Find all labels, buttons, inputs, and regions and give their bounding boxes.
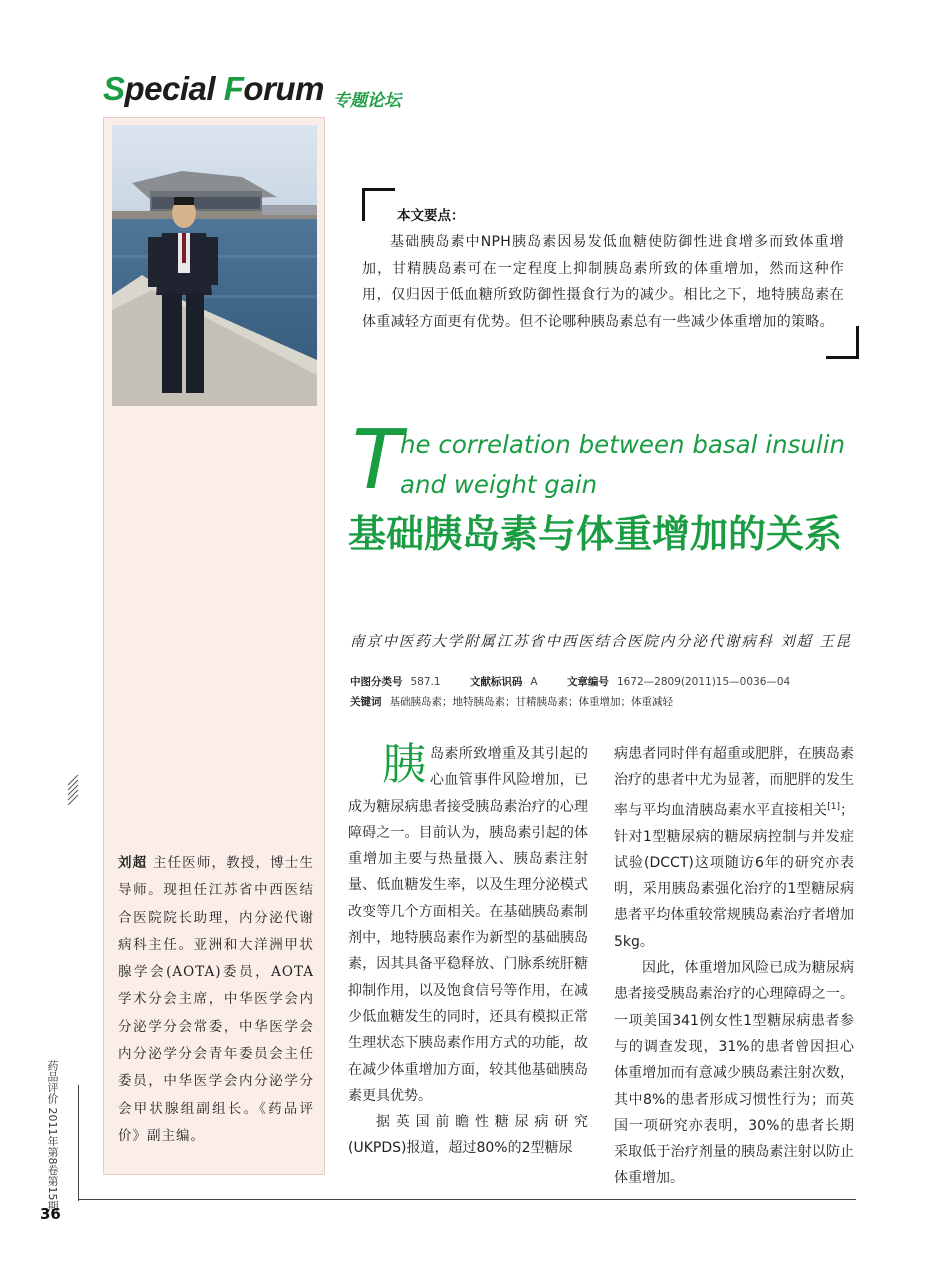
doc-code-label: 文献标识码	[469, 676, 523, 688]
keywords-value: 基础胰岛素；地特胰岛素；甘精胰岛素；体重增加；体重减轻	[389, 696, 673, 708]
section-title-english: Special Forum	[103, 70, 324, 107]
drop-cap: 胰	[382, 739, 426, 790]
body-column-2	[614, 741, 854, 1192]
title-english-line2: and weight gain	[400, 470, 598, 499]
keywords-line	[350, 694, 673, 709]
key-points-heading: 本文要点：	[397, 208, 465, 224]
classification-line	[350, 674, 816, 689]
reference-marker: [1]	[827, 801, 840, 812]
journal-issue-vertical: 药品评价 2011年第8卷第15期	[46, 1060, 59, 1212]
author-photo	[112, 125, 317, 406]
author-affiliation: 南京中医药大学附属江苏省中西医结合医院内分泌代谢病科 刘超 王昆	[350, 634, 852, 650]
article-no-label: 文章编号	[566, 676, 609, 688]
margin-hatch-mark	[66, 775, 80, 805]
article-no-value: 1672—2809(2011)15—0036—04	[616, 676, 791, 688]
body-paragraph: 因此，体重增加风险已成为糖尿病患者接受胰岛素治疗的心理障碍之一。一项美国341例女性1型糖尿病患者参与的调查发现，31%的患者曾因担心体重增加而有意减少胰岛素注射次数，其中8%的患者形成习惯性行为；而英国一项研究亦表明，30%的患者长期采取低于治疗剂量的胰岛素注射以防止体重增加。	[614, 960, 854, 1187]
key-points-bracket-top-left	[362, 188, 395, 221]
doc-code-value: A	[530, 676, 538, 688]
keywords-label: 关键词	[350, 696, 382, 708]
author-bio-text: 主任医师，教授，博士生导师。现担任江苏省中西医结合医院院长助理，内分泌代谢病科主任。亚洲和大洋洲甲状腺学会(AOTA)委员，AOTA学术分会主席，中华医学会内分泌学分会常委，中华医学会内分泌学分会青年委员会主任委员，中华医学会内分泌学分会甲状腺组副组长。《药品评价》副主编。	[118, 855, 315, 1144]
title-english-initial: T	[352, 413, 403, 508]
body-paragraph: 病患者同时伴有超重或肥胖，在胰岛素治疗的患者中尤为显著，而肥胖的发生率与平均血清胰岛素水平直接相关[1]；针对1型糖尿病的糖尿病控制与并发症试验(DCCT)这项随访6年的研究亦表明，采用胰岛素强化治疗的1型糖尿病患者平均体重较常规胰岛素治疗者增加5kg。	[614, 746, 854, 950]
author-name: 刘超	[118, 855, 148, 871]
body-column-1	[348, 741, 588, 1162]
footer-horizontal-rule	[78, 1199, 856, 1200]
title-chinese: 基础胰岛素与体重增加的关系	[348, 512, 843, 556]
body-paragraph: 据英国前瞻性糖尿病研究(UKPDS)报道，超过80%的2型糖尿	[348, 1114, 588, 1157]
body-paragraph: 胰岛素所致增重及其引起的心血管事件风险增加，已成为糖尿病患者接受胰岛素治疗的心理障碍之一。目前认为，胰岛素引起的体重增加主要与热量摄入、胰岛素注射量、低血糖发生率，以及生理分泌模式改变等几个方面相关。在基础胰岛素制剂中，地特胰岛素作为新型的基础胰岛素，因其具备平稳释放、门脉系统肝糖抑制作用，以及饱食信号等作用，在减少低血糖发生的同时，还具有模拟正常生理状态下胰岛素作用方式的功能，故在减少体重增加方面，较其他基础胰岛素更具优势。	[348, 739, 588, 1104]
clc-value: 587.1	[410, 676, 441, 688]
clc-label: 中图分类号	[350, 676, 403, 688]
footer-vertical-rule	[78, 1085, 79, 1201]
title-english-line1: he correlation between basal insulin	[400, 430, 846, 459]
key-points-body: 基础胰岛素中NPH胰岛素因易发低血糖使防御性进食增多而致体重增加，甘精胰岛素可在一定程度上抑制胰岛素所致的体重增加，然而这种作用，仅归因于低血糖所致防御性摄食行为的减少。相比之下，地特胰岛素在体重减轻方面更有优势。但不论哪种胰岛素总有一些减少体重增加的策略。	[362, 234, 844, 330]
section-title-chinese: 专题论坛	[333, 91, 401, 111]
page-number: 36	[40, 1205, 61, 1223]
author-bio	[118, 850, 314, 1150]
